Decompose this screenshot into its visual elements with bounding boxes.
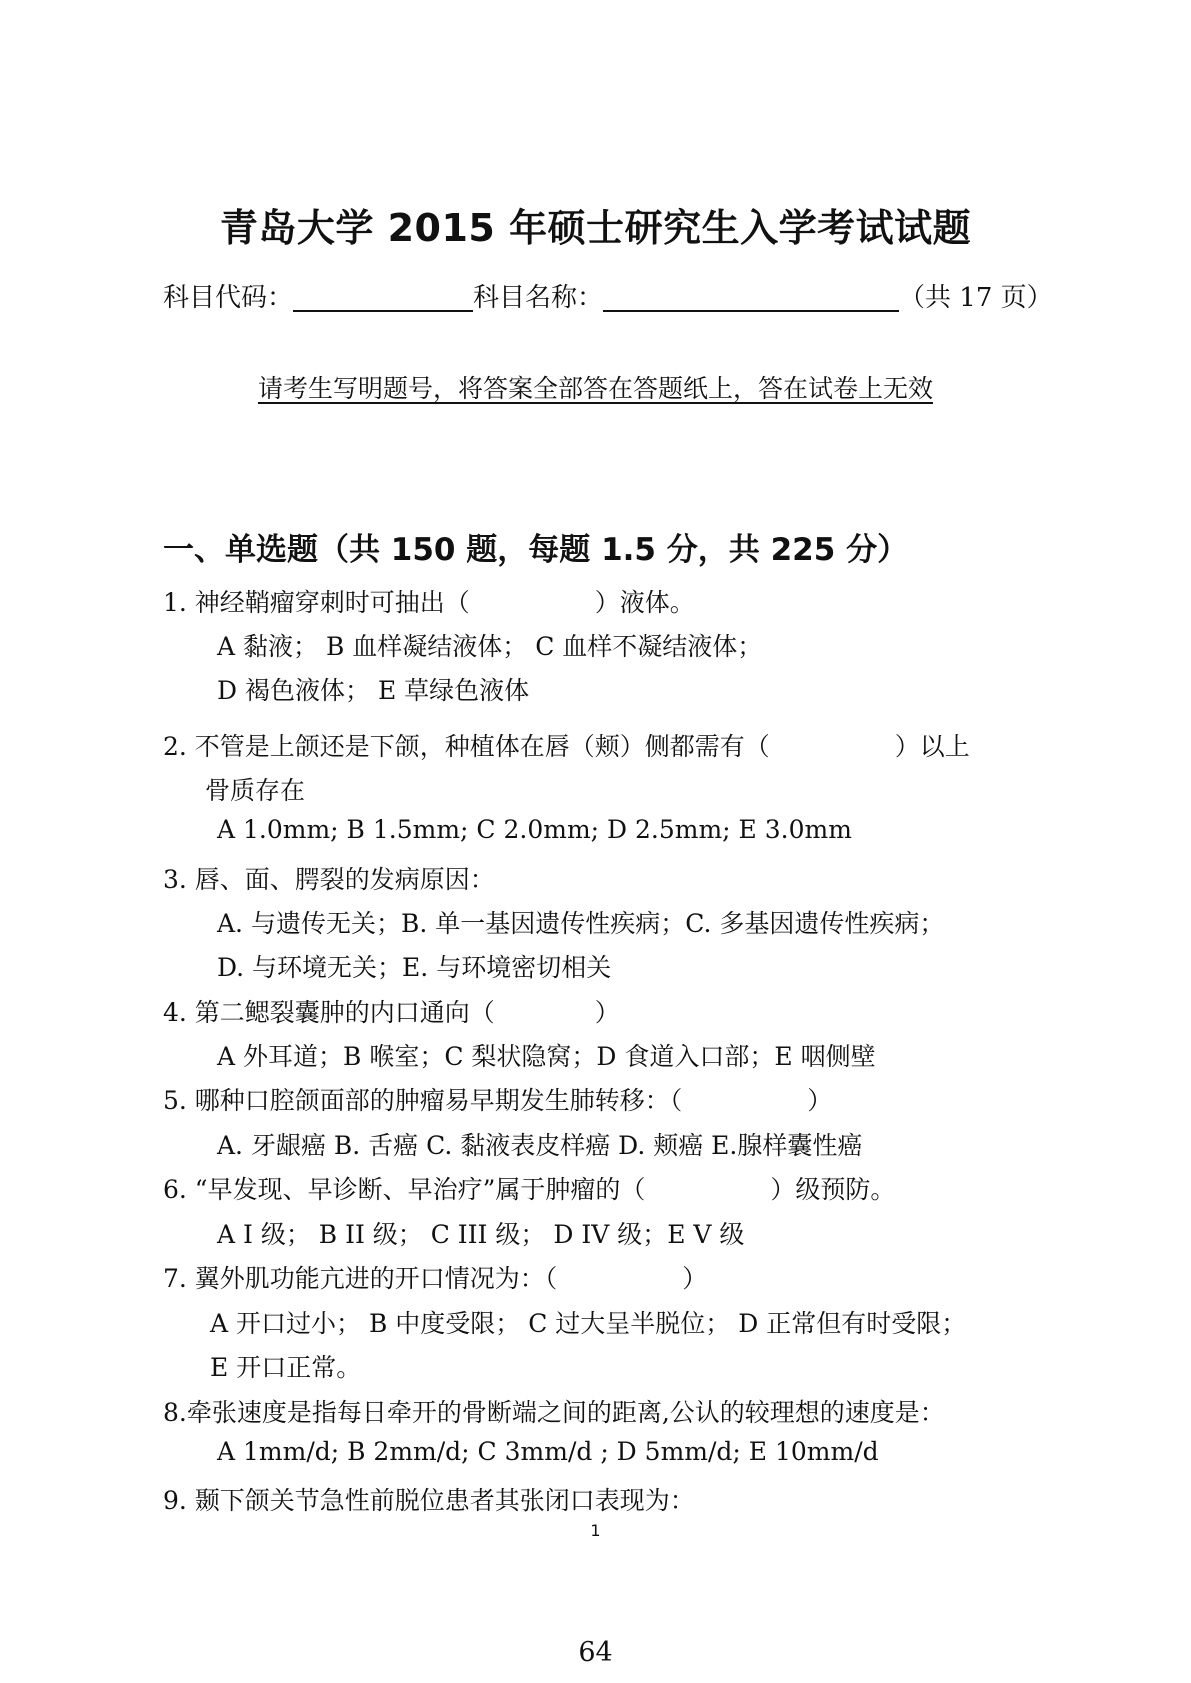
subject-code-blank — [293, 284, 473, 312]
subject-name-label: 科目名称： — [473, 283, 604, 313]
option-line: A. 牙龈癌 B. 舌癌 C. 黏液表皮样癌 D. 颊癌 E.腺样囊性癌 — [217, 1131, 863, 1160]
total-pages: （共 17 页） — [899, 283, 1053, 313]
question-line: 9. 颞下颌关节急性前脱位患者其张闭口表现为： — [163, 1486, 695, 1515]
option-line: A 开口过小； B 中度受限； C 过大呈半脱位； D 正常但有时受限； — [210, 1309, 967, 1338]
option-line: A 1mm/d; B 2mm/d; C 3mm/d ; D 5mm/d; E 10mm/d — [217, 1437, 879, 1466]
section-title: 一、单选题（共 150 题，每题 1.5 分，共 225 分） — [163, 532, 909, 568]
option-line: D 褐色液体； E 草绿色液体 — [217, 676, 530, 705]
option-line: D. 与环境无关；E. 与环境密切相关 — [217, 953, 612, 982]
question-line: 7. 翼外肌功能亢进的开口情况为：（ ） — [163, 1264, 708, 1293]
question-line: 5. 哪种口腔颌面部的肿瘤易早期发生肺转移：（ ） — [163, 1086, 833, 1115]
exam-title: 青岛大学 2015 年硕士研究生入学考试试题 — [219, 206, 972, 250]
question-line: 6. “早发现、早诊断、早治疗”属于肿瘤的（ ）级预防。 — [163, 1175, 896, 1204]
subject-name-blank — [603, 284, 899, 312]
question-line: 1. 神经鞘瘤穿刺时可抽出（ ）液体。 — [163, 588, 695, 617]
footer-number: 64 — [578, 1637, 613, 1668]
option-line: E 开口正常。 — [210, 1353, 362, 1382]
exam-notice-text: 请考生写明题号，将答案全部答在答题纸上，答在试卷上无效 — [257, 374, 933, 403]
option-line: A 黏液； B 血样凝结液体； C 血样不凝结液体； — [217, 632, 763, 661]
option-line: A 1.0mm; B 1.5mm; C 2.0mm; D 2.5mm; E 3.0mm — [217, 815, 852, 844]
question-line: 3. 唇、面、腭裂的发病原因： — [163, 865, 495, 894]
option-line: A 外耳道；B 喉室；C 梨状隐窝；D 食道入口部；E 咽侧壁 — [217, 1042, 876, 1071]
option-line: A I 级； B II 级； C III 级； D IV 级；E V 级 — [217, 1220, 745, 1249]
question-line: 骨质存在 — [205, 776, 306, 805]
subject-code-label: 科目代码： — [163, 283, 294, 313]
question-line: 8.牵张速度是指每日牵开的骨断端之间的距离,公认的较理想的速度是： — [163, 1398, 945, 1427]
subject-info-row — [163, 277, 1053, 314]
page-number: 1 — [590, 1521, 601, 1540]
option-line: A. 与遗传无关；B. 单一基因遗传性疾病；C. 多基因遗传性疾病； — [217, 909, 945, 938]
question-line: 4. 第二鳃裂囊肿的内口通向（ ） — [163, 998, 620, 1027]
exam-notice — [0, 369, 1191, 405]
question-line: 2. 不管是上颌还是下颌，种植体在唇（颊）侧都需有（ ）以上 — [163, 732, 970, 761]
